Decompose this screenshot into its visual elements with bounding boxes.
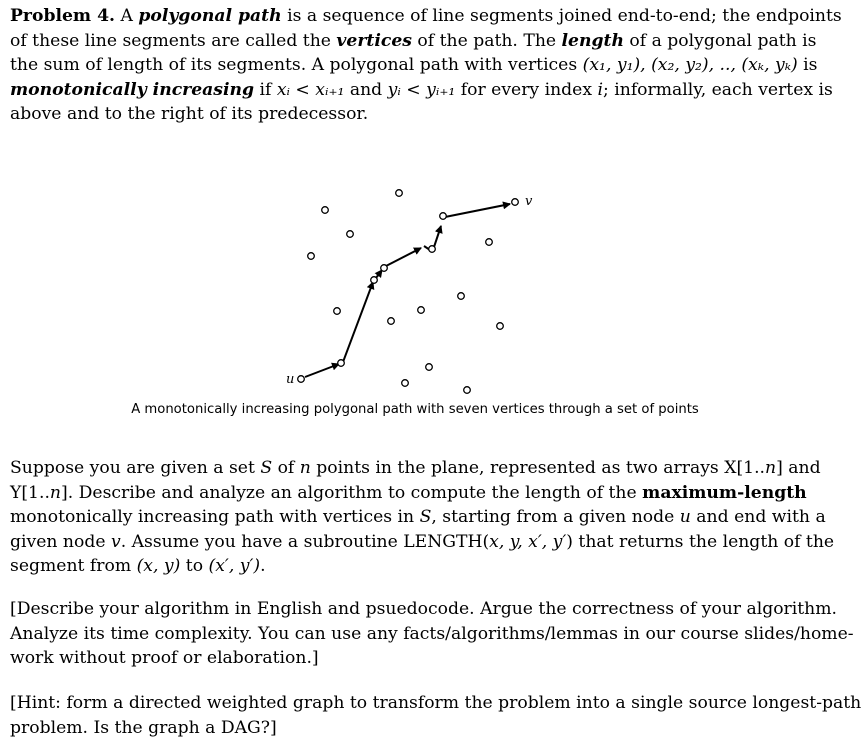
point bbox=[512, 199, 519, 206]
point bbox=[418, 307, 425, 314]
point bbox=[381, 265, 388, 272]
instructions-paragraph: [Describe your algorithm in English and psuedocode. Argue the correctness of your algorithm. Analyze its time complexity. You can use any facts/algorithms/lemmas in our course slides/home- work without proof or elaboration.] bbox=[10, 599, 854, 668]
point bbox=[440, 213, 447, 220]
term-maximum-length: maximum-length bbox=[642, 482, 807, 503]
path-segment bbox=[434, 226, 441, 247]
path-diagram bbox=[120, 180, 710, 395]
point bbox=[458, 293, 465, 300]
problem-label: Problem 4. bbox=[10, 6, 116, 26]
point bbox=[371, 277, 378, 284]
term-polygonal-path: polygonal path bbox=[138, 6, 282, 26]
hint-paragraph: [Hint: form a directed weighted graph to transform the problem into a single source longest-path problem. Is the graph a DAG?] bbox=[10, 693, 861, 738]
path-segment bbox=[343, 282, 373, 362]
point bbox=[322, 207, 329, 214]
path-segment bbox=[386, 248, 421, 266]
task-paragraph: Suppose you are given a set S of n points in the plane, represented as two arrays X[1..n] and Y[1..n]. Describe and analyze an algorithm to compute the length of the maximum-length monotonically increasing path with vertices in S, starting from a given node u and end with a given node v. Assume you have a subroutine LENGTH(x, y, x′, y′) that returns the length of the segment from (x, y) to (x′, y′). bbox=[10, 458, 835, 576]
point bbox=[334, 308, 341, 315]
point bbox=[486, 239, 493, 246]
point bbox=[347, 231, 354, 238]
path-segment bbox=[445, 204, 510, 217]
label-u: u bbox=[286, 372, 295, 387]
point bbox=[497, 323, 504, 330]
point bbox=[464, 387, 471, 394]
point bbox=[298, 376, 305, 383]
term-vertices: vertices bbox=[336, 30, 412, 51]
path-figure bbox=[120, 180, 710, 430]
point bbox=[388, 318, 395, 325]
problem-statement: Problem 4. A polygonal path is a sequence of line segments joined end-to-end; the endpoints of these line segments are called the vertices of the path. The length of a polygonal path is the sum of length of its segments. A polygonal path with vertices (x₁, y₁), (x₂, y₂), .., (xₖ, yₖ) is monotonically increasing if xᵢ < xᵢ₊₁ and yᵢ < yᵢ₊₁ for every index i; informally, each vertex is above and to the right of its predecessor. bbox=[10, 6, 842, 124]
point bbox=[338, 360, 345, 367]
label-v: v bbox=[525, 194, 533, 209]
path-segment bbox=[376, 270, 382, 278]
point bbox=[396, 190, 403, 197]
point bbox=[426, 364, 433, 371]
vertices-math: (x₁, y₁), (x₂, y₂), .., (xₖ, yₖ) bbox=[582, 55, 798, 75]
point bbox=[402, 380, 409, 387]
term-monotonic: monotonically increasing bbox=[10, 79, 255, 100]
figure-caption: A monotonically increasing polygonal path with seven vertices through a set of points bbox=[131, 402, 699, 417]
point bbox=[429, 246, 436, 253]
term-length: length bbox=[561, 30, 624, 51]
point bbox=[308, 253, 315, 260]
path-segment bbox=[305, 364, 339, 377]
